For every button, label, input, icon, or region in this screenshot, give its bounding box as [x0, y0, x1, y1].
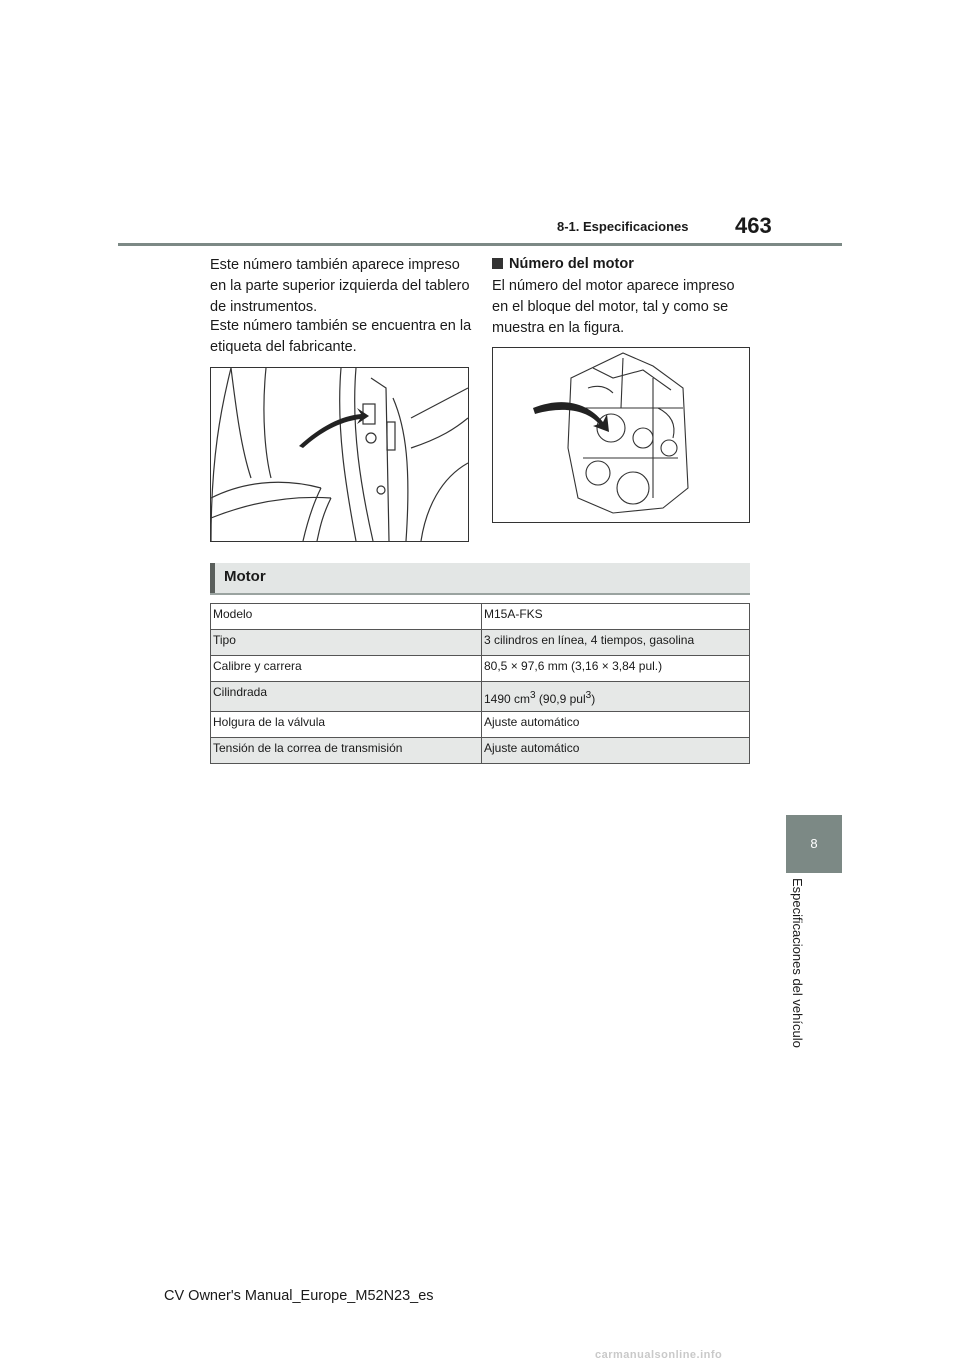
superscript: 3 — [585, 690, 592, 701]
engine-number-heading — [492, 255, 634, 274]
displacement-suffix: ) — [591, 692, 596, 706]
door-pillar-illustration — [210, 367, 469, 542]
spec-key: Calibre y carrera — [211, 656, 482, 682]
table-row — [211, 656, 750, 682]
table-row — [211, 604, 750, 630]
spec-key: Cilindrada — [211, 682, 482, 712]
watermark-text: carmanualsonline.info — [595, 1349, 723, 1358]
watermark — [595, 1345, 960, 1358]
chapter-title-text: Especificaciones del vehículo — [790, 878, 805, 1048]
engine-number-heading-text: Número del motor — [509, 256, 634, 272]
header-rule — [118, 243, 842, 246]
chapter-title-vertical — [788, 878, 810, 1068]
footer-manual-id: CV Owner's Manual_Europe_M52N23_es — [164, 1288, 434, 1304]
superscript: 3 — [530, 690, 536, 701]
spec-key: Holgura de la válvula — [211, 712, 482, 738]
chapter-tab[interactable]: 8 — [786, 815, 842, 873]
displacement-mid: (90,9 pul — [535, 692, 586, 706]
paragraph-dashboard-location: Este número también aparece impreso en la parte superior izquierda del tablero de instrumentos. — [210, 257, 470, 315]
table-row — [211, 630, 750, 656]
section-marker — [210, 563, 215, 593]
spec-value: 80,5 × 97,6 mm (3,16 × 3,84 pul.) — [482, 656, 750, 682]
spec-key: Tipo — [211, 630, 482, 656]
spec-value: 3 cilindros en línea, 4 tiempos, gasolina — [482, 630, 750, 656]
table-row — [211, 738, 750, 764]
spec-value — [482, 682, 750, 712]
engine-spec-table — [210, 603, 750, 764]
table-row — [211, 712, 750, 738]
page-number: 463 — [735, 213, 772, 238]
table-row — [211, 682, 750, 712]
motor-section-title: Motor — [224, 568, 266, 585]
spec-key: Tensión de la correa de transmisión — [211, 738, 482, 764]
section-title: 8-1. Especificaciones — [557, 219, 689, 234]
paragraph-engine-number: El número del motor aparece impreso en el bloque del motor, tal y como se muestra en la figura. — [492, 278, 735, 336]
motor-section-header — [210, 563, 750, 595]
square-bullet-icon — [492, 258, 503, 269]
spec-key: Modelo — [211, 604, 482, 630]
paragraph-manufacturer-label: Este número también se encuentra en la etiqueta del fabricante. — [210, 318, 472, 355]
spec-value: M15A-FKS — [482, 604, 750, 630]
spec-value: Ajuste automático — [482, 712, 750, 738]
engine-block-illustration — [492, 347, 750, 523]
displacement-prefix: 1490 cm — [484, 692, 531, 706]
spec-value: Ajuste automático — [482, 738, 750, 764]
